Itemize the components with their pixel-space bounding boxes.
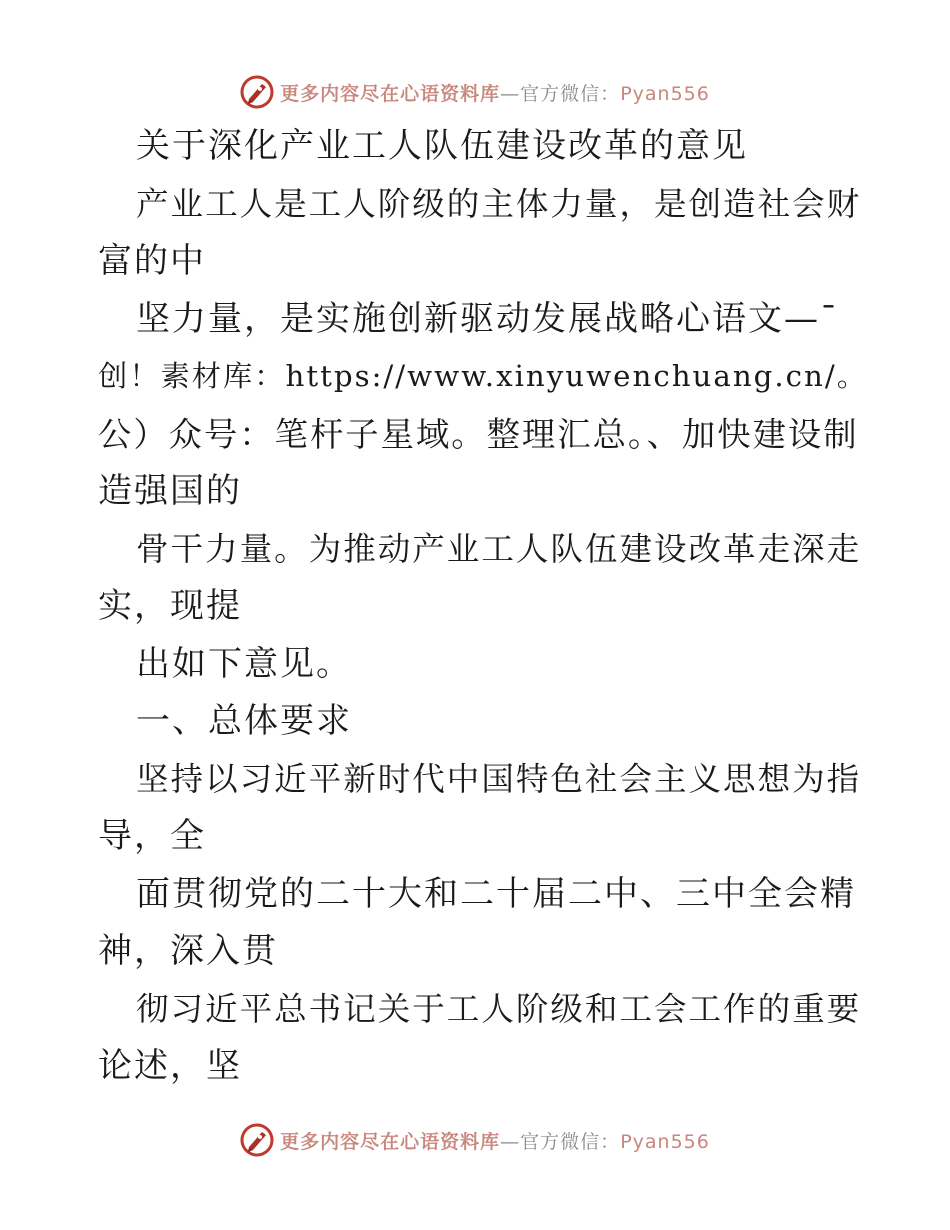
- section-heading: 一、总体要求: [136, 701, 352, 741]
- paragraph-line: 论述，坚: [98, 1046, 242, 1086]
- paragraph-line: 坚持以习近平新时代中国特色社会主义思想为指: [136, 759, 862, 798]
- header-wechat-label: 官方微信：: [520, 82, 621, 105]
- header-banner-text: [280, 79, 710, 106]
- pen-logo-icon: [240, 75, 274, 109]
- paragraph-line: 出如下意见。: [136, 643, 352, 684]
- paragraph-line: 面贯彻党的二十大和二十届二中、三中全会精: [136, 873, 856, 914]
- document-title: 关于深化产业工人队伍建设改革的意见: [136, 126, 748, 166]
- header-dash: —: [500, 82, 521, 105]
- paragraph-line: 产业工人是工人阶级的主体力量，是创造社会财: [136, 184, 862, 223]
- paragraph-line: 富的中: [98, 241, 206, 281]
- paragraph-line: 神，深入贯: [98, 931, 278, 971]
- paragraph-line: 创！素材库：https://www.xinyuwenchuang.cn/。: [98, 359, 868, 393]
- paragraph-line: 骨干力量。为推动产业工人队伍建设改革走深走: [136, 529, 862, 568]
- document-body: [98, 118, 868, 1096]
- paragraph-line: 坚力量，是实施创新驱动发展战略心语文—¯: [136, 298, 839, 339]
- paragraph-line: 导，全: [98, 816, 206, 856]
- paragraph-line: 造强国的: [98, 471, 242, 511]
- footer-wechat-id: Pyan556: [620, 1130, 710, 1153]
- paragraph-line: 彻习近平总书记关于工人阶级和工会工作的重要: [136, 989, 862, 1028]
- footer-dash: —: [500, 1130, 521, 1153]
- footer-banner-text: [280, 1127, 710, 1154]
- paragraph-line: 实，现提: [98, 586, 242, 626]
- footer-wechat-label: 官方微信：: [520, 1130, 621, 1153]
- footer-banner: [0, 1120, 950, 1160]
- footer-slogan: 更多内容尽在心语资料库: [280, 1130, 501, 1153]
- header-banner: [0, 72, 950, 112]
- pen-logo-icon: [240, 1123, 274, 1157]
- header-slogan: 更多内容尽在心语资料库: [280, 82, 501, 105]
- paragraph-line: 公）众号：笔杆子星域。整理汇总。、加快建设制: [98, 414, 859, 454]
- header-wechat-id: Pyan556: [620, 82, 710, 105]
